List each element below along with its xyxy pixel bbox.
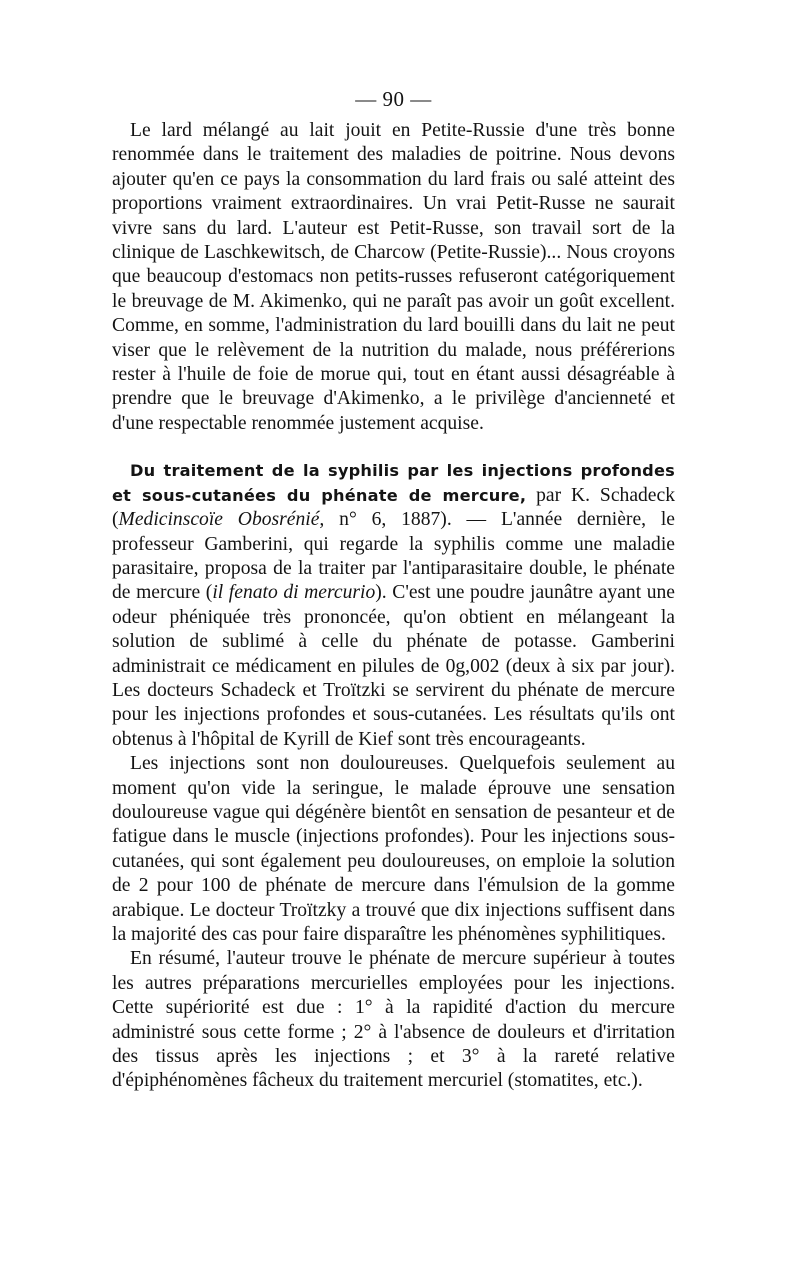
book-page: [112, 86, 675, 1094]
paragraph-summary: En résumé, l'auteur trouve le phénate de mercure supérieur à toutes les autres préparations mercurielles employées pour les injections. Cette supériorité est due : 1° à la rapidité d'action du mercure administré sous cette forme ; 2° à l'absence de douleurs et d'irritation des tissus après les injections ; et 3° à la rareté relative d'épiphénomènes fâcheux du traitement mercuriel (stomatites, etc.).: [112, 948, 675, 1092]
article-body-text-1: L'année dernière, le professeur Gamberini, qui regarde la syphilis comme une maladie parasitaire, proposa de la traiter par l'antiparasitaire double, le phénate de mercure (: [112, 509, 676, 604]
source-journal-title: Medicinscoïe Obosrénié,: [118, 509, 325, 531]
article-body-text-2: ). C'est une poudre jaunâtre ayant une odeur phéniquée très prononcée, qu'on obtient en mélangeant la solution de sublimé à celle du phénate de potasse. Gamberini administrait ce médicament en pilules de 0g,002 (deux à six par jour). Les docteurs Schadeck et Troïtzki se servirent du phénate de mercure pour les injections profondes et sous-cutanées. Les résultats qu'ils ont obtenus à l'hôpital de Kyrill de Kief sont très encourageants.: [112, 582, 675, 750]
source-open-paren: (: [112, 509, 119, 531]
italian-term: il fenato di mercurio: [212, 582, 376, 604]
page-number: — 90 —: [355, 87, 432, 111]
article-headline: Du traitement de la syphilis par les injections profondes et sous-cutanées du phénate de mercure,: [112, 461, 675, 505]
article-intro-paragraph: [112, 459, 675, 752]
paragraph-injections: Les injections sont non douloureuses. Quelquefois seulement au moment qu'on vide la seringue, le malade éprouve une sensation douloureuse vague qui dégénère bientôt en sensation de pesanteur et de fatigue dans le muscle (injections profondes). Pour les injections sous-cutanées, qui sont également peu douloureuses, on emploie la solution de 2 pour 100 de phénate de mercure dans l'émulsion de la gomme arabique. Le docteur Troïtzky a trouvé que dix injections suffisent dans la majorité des cas pour faire disparaître les phénomènes syphilitiques.: [112, 753, 675, 945]
article-author: par K. Schadeck: [526, 484, 676, 506]
paragraph-lard: Le lard mélangé au lait jouit en Petite-Russie d'une très bonne renommée dans le traitement des maladies de poitrine. Nous devons ajouter qu'en ce pays la consommation du lard frais ou salé atteint des proportions vraiment extraordinaires. Un vrai Petit-Russe ne saurait vivre sans du lard. L'auteur est Petit-Russe, son travail sort de la clinique de Laschkewitsch, de Charcow (Petite-Russie)... Nous croyons que beaucoup d'estomacs non petits-russes refuseront catégoriquement le breuvage de M. Akimenko, qui ne paraît pas avoir un goût excellent. Comme, en somme, l'administration du lard bouilli dans du lait ne peut viser que le relèvement de la nutrition du malade, nous préférerions rester à l'huile de foie de morue qui, tout en étant aussi désagréable à prendre que le breuvage d'Akimenko, a le privilège d'ancienneté et d'une respectable renommée justement acquise.: [112, 120, 675, 434]
section-gap: [112, 436, 675, 459]
source-issue-details: n° 6, 1887). —: [324, 509, 501, 531]
